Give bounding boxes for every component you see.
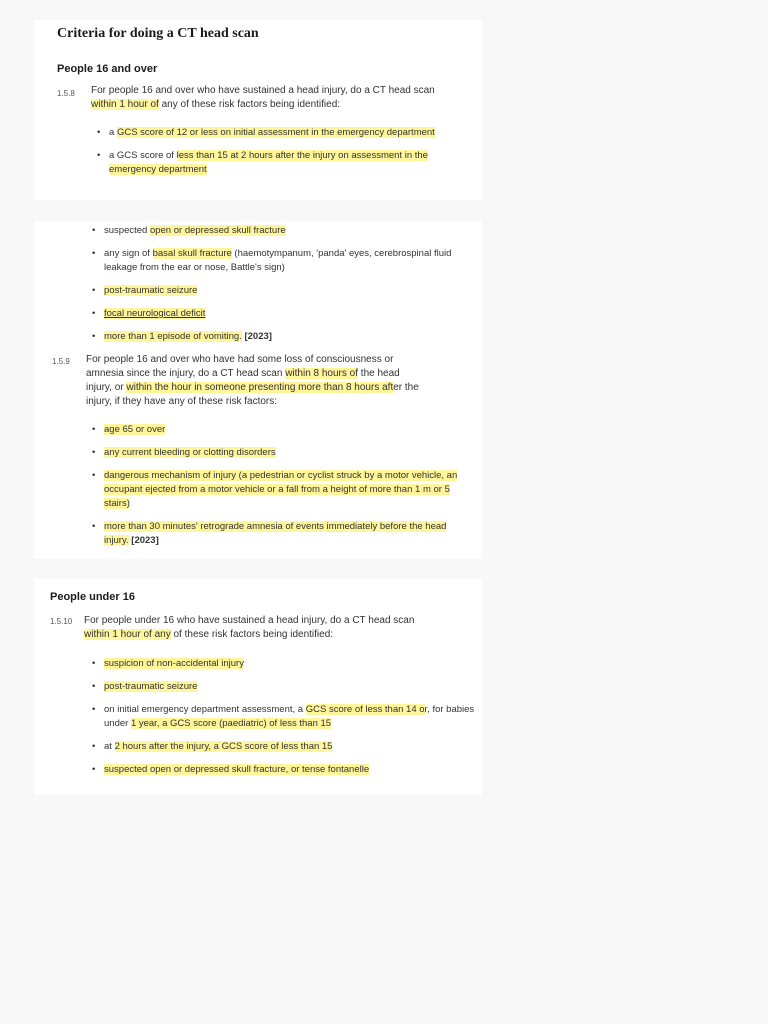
list-item[interactable]: [90, 307, 475, 321]
list-item: • a GCS score of less than 15 at 2 hours after the injury on assessment in the emergency department: [95, 149, 475, 177]
section-heading-16-and-over: People 16 and over: [57, 63, 158, 75]
risk-factor-list-1-5-8b: [90, 224, 475, 353]
focal-neurological-deficit-link[interactable]: focal neurological deficit: [104, 308, 206, 319]
recommendation-number: 1.5.10: [50, 617, 73, 626]
risk-factor-list-1-5-8a: [95, 126, 475, 186]
list-item: • a GCS score of 12 or less on initial assessment in the emergency department: [95, 126, 475, 140]
list-item: • at 2 hours after the injury, a GCS score of less than 15: [90, 740, 475, 754]
document-card-2: [34, 221, 482, 559]
recommendation-text: For people under 16 who have sustained a head injury, do a CT head scan within 1 hour of any of these risk factors being identified:: [84, 615, 415, 640]
list-item: • suspicion of non-accidental injury: [90, 657, 475, 671]
list-item: • any current bleeding or clotting disorders: [90, 446, 465, 460]
risk-factor-list-1-5-9: [90, 423, 465, 557]
list-item: • more than 1 episode of vomiting. [2023]: [90, 330, 475, 344]
recommendation-text: For people 16 and over who have sustained a head injury, do a CT head scan within 1 hour of any of these risk factors being identified:: [91, 85, 435, 110]
document-card-3: [34, 579, 482, 795]
section-heading-under-16: People under 16: [50, 591, 135, 603]
risk-factor-list-1-5-10: [90, 657, 475, 786]
page-title: Criteria for doing a CT head scan: [57, 26, 259, 41]
recommendation-number: 1.5.8: [57, 89, 75, 98]
recommendation-number: 1.5.9: [52, 357, 70, 366]
list-item: • any sign of basal skull fracture (haemotympanum, 'panda' eyes, cerebrospinal fluid leakage from the ear or nose, Battle's sign): [90, 247, 475, 275]
list-item: • suspected open or depressed skull fracture: [90, 224, 475, 238]
list-item: • suspected open or depressed skull fracture, or tense fontanelle: [90, 763, 475, 777]
list-item: • more than 30 minutes' retrograde amnesia of events immediately before the head injury. [2023]: [90, 520, 465, 548]
list-item: • age 65 or over: [90, 423, 465, 437]
list-item: • post-traumatic seizure: [90, 680, 475, 694]
list-item: • dangerous mechanism of injury (a pedestrian or cyclist struck by a motor vehicle, an occupant ejected from a motor vehicle or a fall from a height of more than 1 m or 5 stairs): [90, 469, 465, 511]
document-card-1: [34, 20, 482, 200]
list-item: • post-traumatic seizure: [90, 284, 475, 298]
list-item: • on initial emergency department assessment, a GCS score of less than 14 or, for babies under 1 year, a GCS score (paediatric) of less than 15: [90, 703, 475, 731]
recommendation-text: For people 16 and over who have had some loss of consciousness or amnesia since the injury, do a CT head scan within 8 hours of the head injury, or within the hour in someone presenting more than 8 hours after the injury, if they have any of these risk factors:: [86, 354, 419, 407]
